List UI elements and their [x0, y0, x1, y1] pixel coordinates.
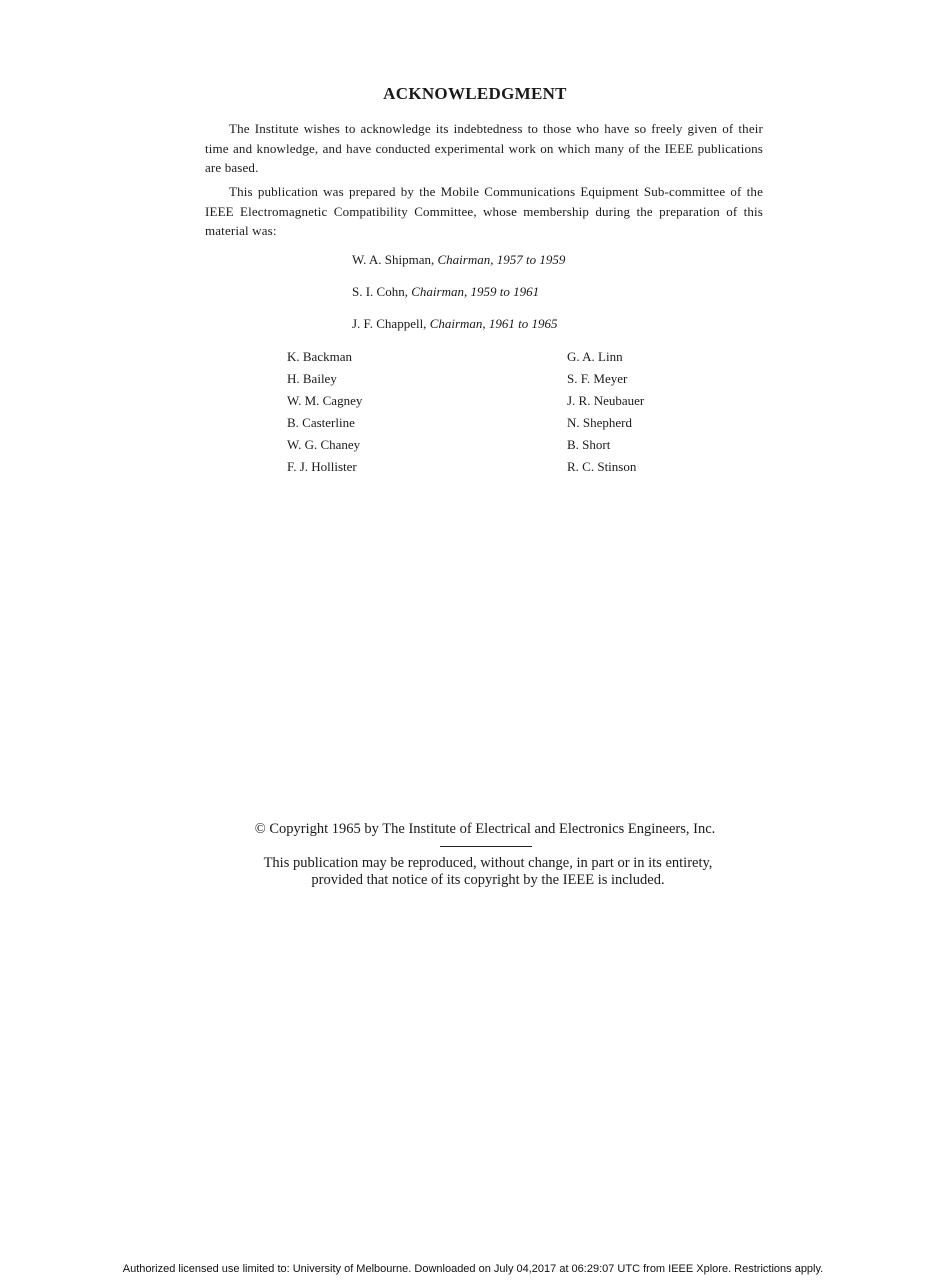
chairman-entry: [352, 284, 539, 300]
intro-paragraph-text: The Institute wishes to acknowledge its indebtedness to those who have so freely given of their time and knowledge, and have conducted experimental work on which many of the IEEE publications are based.: [205, 121, 763, 175]
chairman-role: Chairman, 1959 to 1961: [411, 284, 540, 299]
page-title: ACKNOWLEDGMENT: [383, 84, 567, 103]
member-name: J. R. Neubauer: [567, 393, 645, 408]
member-name: H. Bailey: [287, 371, 337, 386]
chairman-name: J. F. Chappell,: [352, 316, 430, 331]
member-name: K. Backman: [287, 349, 352, 364]
member-name: W. G. Chaney: [287, 437, 361, 452]
member-name: F. J. Hollister: [287, 459, 357, 474]
members-list-left: [287, 346, 362, 478]
member-name: R. C. Stinson: [567, 459, 637, 474]
members-list-right: [567, 346, 644, 478]
member-name: B. Casterline: [287, 415, 355, 430]
license-footer: Authorized licensed use limited to: University of Melbourne. Downloaded on July 04,2017 at 06:29:07 UTC from IEEE Xplore. Restrictions apply.: [122, 1263, 824, 1275]
divider: [440, 846, 532, 847]
chairman-role: Chairman, 1957 to 1959: [437, 252, 566, 267]
intro-paragraph: [205, 119, 763, 178]
chairman-name: S. I. Cohn,: [352, 284, 412, 299]
chairman-entry: [352, 316, 558, 332]
committee-paragraph-text: This publication was prepared by the Mobile Communications Equipment Sub-committee of the IEEE Electromagnetic Compatibility Committee, whose membership during the preparation of this material was:: [205, 184, 763, 238]
member-name: B. Short: [567, 437, 611, 452]
copyright-line: © Copyright 1965 by The Institute of Electrical and Electronics Engineers, Inc.: [254, 821, 716, 837]
chairman-name: W. A. Shipman,: [352, 252, 438, 267]
member-name: N. Shepherd: [567, 415, 632, 430]
member-name: W. M. Cagney: [287, 393, 363, 408]
chairman-entry: [352, 252, 565, 268]
reproduction-notice: [0, 855, 950, 889]
member-name: G. A. Linn: [567, 349, 623, 364]
notice-line: provided that notice of its copyright by the IEEE is included.: [311, 872, 665, 888]
notice-line: This publication may be reproduced, without change, in part or in its entirety,: [263, 855, 713, 871]
member-name: S. F. Meyer: [567, 371, 628, 386]
committee-paragraph: [205, 182, 763, 241]
chairman-role: Chairman, 1961 to 1965: [429, 316, 558, 331]
